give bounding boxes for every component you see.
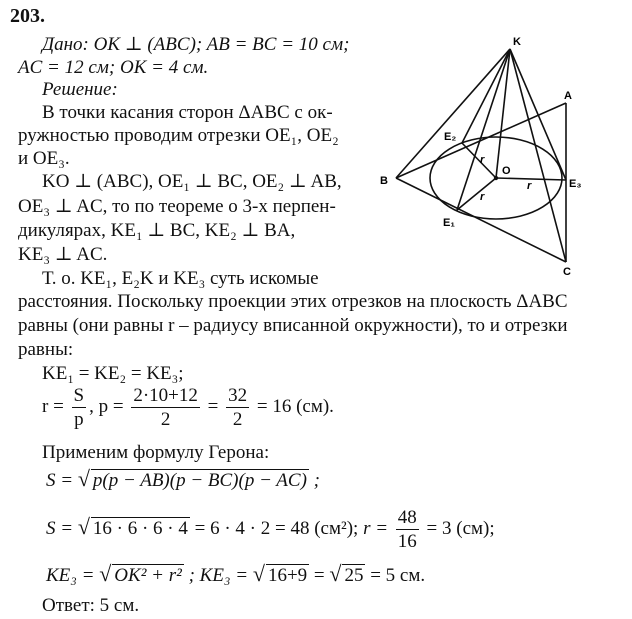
- given-line-2: AC = 12 см; OK = 4 см.: [18, 57, 209, 78]
- point-O: [494, 176, 498, 180]
- label-E2: E₂: [444, 131, 457, 143]
- geometry-diagram: [370, 30, 630, 290]
- segment-KE3: [510, 49, 566, 180]
- para2-line-3: дикулярах, KE₁ ⊥ BC, KE₂ ⊥ BA,: [18, 220, 296, 241]
- label-B: B: [380, 175, 388, 187]
- given-line-1: Дано: OK ⊥ (ABC); AB = BC = 10 см;: [42, 34, 350, 55]
- label-r-upper: r: [480, 154, 485, 166]
- label-O: O: [502, 165, 511, 177]
- heron-formula: S = √ p(p − AB)(p − BC)(p − AC) ;: [46, 466, 320, 491]
- label-r-right: r: [527, 180, 532, 192]
- label-r-lower: r: [480, 191, 485, 203]
- area-formula: S = √ 16 · 6 · 6 · 4 = 6 · 4 · 2 = 48 (см²); r = $\frac{48}{16}$ = 3 (см);: [46, 507, 495, 552]
- para1-line-1: В точки касания сторон ΔABC с ок-: [42, 102, 333, 123]
- label-A: A: [564, 90, 572, 102]
- label-E1: E₁: [443, 217, 455, 229]
- answer: Ответ: 5 см.: [42, 595, 140, 616]
- segment-KB: [396, 49, 510, 178]
- ke3-formula: KE₃ = √ OK² + r² ; KE₃ = √ 16+9 = √ 25 = 5 см.: [46, 561, 426, 586]
- segment-KC: [510, 49, 566, 262]
- radius-OE2: [462, 143, 496, 178]
- para2-line-2: OE₃ ⊥ AC, то по теореме о 3-х перпен-: [18, 196, 336, 217]
- para1-line-2: ружностью проводим отрезки OE₁, OE₂: [18, 125, 339, 146]
- label-E3: E₃: [569, 178, 582, 190]
- problem-number: 203.: [10, 5, 45, 27]
- para3-line-4: равны:: [18, 339, 74, 360]
- para1-line-3: и OE₃.: [18, 148, 70, 169]
- solution-heading: Решение:: [42, 79, 118, 100]
- para3-line-3: равны (они равны r – радиусу вписанной окружности), то и отрезки: [18, 315, 568, 336]
- label-C: C: [563, 266, 571, 278]
- para2-line-4: KE₃ ⊥ AC.: [18, 244, 108, 265]
- para3-line-2: расстояния. Поскольку проекции этих отрезков на плоскость ΔABC: [18, 291, 568, 312]
- heron-intro: Применим формулу Герона:: [42, 442, 270, 463]
- r-and-p-formula: r = $\frac{S}{p}$ , p = $\frac{2\cdot 10+12}{2}$ = $\frac{32}{2}$ = 16 (см).: [42, 385, 334, 430]
- equal-segments: KE₁ = KE₂ = KE₃;: [42, 363, 184, 384]
- label-K: K: [513, 36, 521, 48]
- para2-line-1: KO ⊥ (ABC), OE₁ ⊥ BC, OE₂ ⊥ AB,: [42, 171, 342, 192]
- para3-line-1: Т. о. KE₁, E₂K и KE₃ суть искомые: [42, 268, 319, 289]
